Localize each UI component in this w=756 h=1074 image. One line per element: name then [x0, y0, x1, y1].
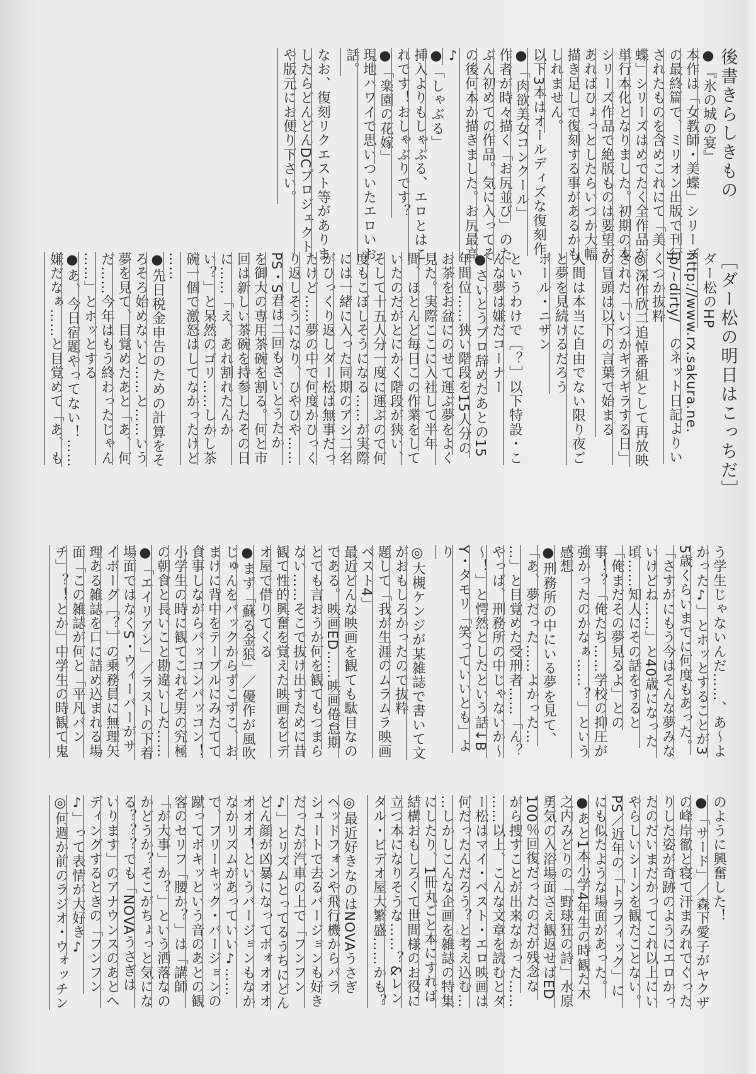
- column-text: 以下3本はオールディズな復刻作: [527, 48, 546, 256]
- column-text: 立つ本になりそうな……？&レン: [384, 795, 403, 1005]
- column-text: んな夢は嫌だコーナー: [486, 252, 505, 394]
- column-text: に……「え、あれ割れたんか: [214, 252, 233, 437]
- column-text: る？？？でも「NOVAうさぎは: [117, 795, 136, 992]
- column-text: い？」と呆然のゴリ……しかし茶: [197, 252, 216, 465]
- column-text: 事！？「俺たち……学校の抑圧が: [588, 545, 607, 758]
- column-text: なかリズムがあっていい♪……: [219, 795, 238, 996]
- column-text: 面「この雑誌が何と「平凡パン: [66, 545, 85, 744]
- continued-text-upper: [51, 545, 726, 795]
- column-text: 話。: [340, 48, 359, 76]
- column-text: オオオ！というバージョンもなか: [236, 795, 255, 1008]
- column-text: 「あ、夢だった……よかった…: [520, 545, 539, 744]
- column-text: 客のセリフ「腰か？」は「講師: [168, 795, 187, 994]
- column-text: う学生じゃないんだ……、あ～よ: [707, 545, 726, 758]
- afterword-section: [279, 48, 738, 261]
- column-text: がら捜すことが出来なかった……: [503, 795, 522, 1008]
- column-text: チ」？！とか」中学生の時観て鬼: [49, 545, 68, 758]
- column-text: ♪」とリズムとってるうちにどん: [270, 795, 289, 1010]
- column-text: 結構おもしろくて世間様のお役に: [401, 795, 420, 1008]
- column-text: Y・タモリ「笑っていいとも」よ: [452, 545, 471, 753]
- column-text: したらどんどんDCプロジェクト: [294, 48, 313, 254]
- column-text: 感想: [554, 545, 573, 573]
- column-text: お茶をお盆にのせて運ぶ夢をよく: [435, 252, 454, 465]
- section-title: [716, 48, 738, 200]
- column-text: 蝶」シリーズはめでたく全作品が: [629, 48, 648, 261]
- column-text: 作者が時々描く「お尻並び」のた: [493, 48, 512, 261]
- text-column: [699, 48, 716, 164]
- text-column: [340, 795, 357, 994]
- column-text: 夢を見て、目覚めたあと「あ、何: [112, 252, 131, 465]
- column-text: かった♪」とホッとすることが3: [690, 545, 709, 755]
- column-text: ◎大槻ケンジが某雑誌で書いて文: [406, 545, 425, 760]
- column-text: と夢を見続けるだろう: [549, 252, 568, 394]
- column-text: 「が大事」か？」という洒落なの: [151, 795, 170, 1008]
- column-text: まけに背中をテーブルにみたてて: [202, 545, 221, 758]
- column-text: 之内みどりの「野球狂の詩」水原: [554, 795, 573, 1008]
- column-text: たけど……夢の中で何度かひっく: [299, 252, 318, 465]
- column-text: りした姿が奇跡のようにエロかっ: [656, 795, 675, 1008]
- column-text: ◎最近好きなのはNOVAうさぎ: [338, 795, 357, 994]
- column-text: ヘッドフォンや飛行機からパラ: [321, 795, 340, 994]
- column-text: がひっくり返しダー松は無事だっ: [316, 252, 335, 465]
- column-text: ●まず「蘇る金狼」／優作が風吹: [236, 545, 255, 760]
- column-text: ……以上、こんな文章を読むとダ: [486, 795, 505, 1008]
- column-text: の後何本か描きました。お尻最高: [459, 48, 478, 261]
- column-text: やらしいシーンを観たことない。: [622, 795, 641, 1008]
- column-text: だ……今年はもう終わったじゃん: [95, 252, 114, 465]
- text-column: [539, 545, 556, 746]
- column-text: 食事しながらパッコンパッコン！: [185, 545, 204, 758]
- column-text: いたのだがとにかく階段が狭い、: [384, 252, 403, 465]
- column-text: の峰岸徹と寝て汗まみれでぐった: [673, 795, 692, 1008]
- column-text: 場面ではなくS・ウィーバーがサ: [117, 545, 136, 753]
- text-column: [709, 545, 726, 758]
- column-text: にしたり、1冊丸ごと本にすれば: [418, 795, 437, 1003]
- text-column: [568, 252, 585, 465]
- column-text: ●さいとうプロ辞めたあとの15: [469, 252, 488, 458]
- column-text: 描き足しで復刻する事があるかも: [561, 48, 580, 261]
- column-text: 見た。実際ここに入社して半年: [418, 252, 437, 451]
- column-text: シリーズ作品で絶版ものは要望が: [595, 48, 614, 261]
- column-text: jp/~dirty/ のネット日記よりい: [663, 252, 682, 464]
- column-text: というわけで［？］以下特設・こ: [503, 252, 522, 465]
- column-text: 小学生の時に観てこれぞ男の究極: [168, 545, 187, 758]
- column-text: ディングするときの「フンフン: [83, 795, 102, 994]
- column-text: や版元にお便り下さい。: [277, 48, 296, 204]
- column-text: しれません。: [544, 48, 563, 133]
- column-text: ぶん初めての作品。気に入ってそ: [476, 48, 495, 261]
- column-text: ……」とホッとする: [78, 252, 97, 380]
- column-text: 「さすがにもう今はそんな夢みな: [656, 545, 675, 758]
- column-text: を御大の専用茶碗を割る。何と市: [248, 252, 267, 465]
- column-text: ……: [163, 252, 182, 280]
- column-text: とでも言おうか何を観てもつまら: [304, 545, 323, 758]
- column-text: ◎深作欣二追悼番組として再放映: [629, 252, 648, 467]
- column-text: 何だったんだろう？と考え込む…: [452, 795, 471, 1008]
- column-text: 100％回復だったのだが残念な: [520, 795, 539, 993]
- column-text: がおもしろかったので抜粋: [389, 545, 408, 715]
- column-text: 強かったのかなぁ……？」という: [571, 545, 590, 758]
- column-text: ◎何週か前のラジオ・ウォッチン: [49, 795, 68, 1010]
- column-text: ♪」って表情が大好き♪: [66, 795, 85, 956]
- column-text: 度もこぼしそうになる……が実際: [350, 252, 369, 465]
- column-text: 単行本化となりました。初期の本: [612, 48, 631, 261]
- column-text: かどうか？そこがちょっと気にな: [134, 795, 153, 1008]
- column-text: ろそろ始めないと……と……いう: [129, 252, 148, 465]
- column-text: 最近どんな映画を観ても駄目なの: [338, 545, 357, 758]
- column-text: のように興奮した！: [707, 795, 726, 923]
- column-text: された「いつかギラギラする日」: [612, 252, 631, 465]
- column-text: 蹴ってボキッという音のあとの観: [185, 795, 204, 1008]
- column-text: 現地ハワイで思いついたエロいお: [357, 48, 376, 261]
- column-text: PS／近年の「トラフィック」に: [605, 795, 624, 998]
- column-text: ダー松のHP: [697, 252, 716, 328]
- column-text: り返しそうになり、ひやひや……: [282, 252, 301, 465]
- column-text: イボーグ［？］の乗務員に無理矢: [100, 545, 119, 758]
- section-title-text: ［ダー松の明日はこっちだ］: [717, 252, 737, 499]
- section-title: [716, 252, 738, 499]
- column-text: 碗一個で激怒はしてなかったけど: [180, 252, 199, 465]
- darmatsu-diary-section: [46, 252, 738, 502]
- column-text: 「俺まだその夢見るよ」との: [605, 545, 624, 730]
- column-text: 理ある雑誌を口に詰め込まれる場: [83, 545, 102, 758]
- column-text: ●「サード」／森下愛子がヤクザ: [690, 795, 709, 1010]
- column-text: タル・ビデオ屋大繁盛……かも？: [367, 795, 386, 1008]
- column-text: されたものを含めこれにて「美: [646, 48, 665, 247]
- column-text: ～！」と愕然としたという話↓B: [469, 545, 488, 752]
- column-text: で、フリーキック・バージョンの: [202, 795, 221, 1008]
- column-text: の最終篇で、ミリオン出版で刊行: [663, 48, 682, 261]
- column-text: いけどね……」と40歳になった: [639, 545, 658, 748]
- column-text: ●刑務所の中にいる夢を見て、: [537, 545, 556, 746]
- attribution-text: ポール・ニザン: [535, 252, 551, 352]
- column-text: じゅんをバックからずこずこ、お: [219, 545, 238, 758]
- column-text: ●「エイリアン」／ラストの下着: [134, 545, 153, 760]
- text-column: [148, 252, 165, 467]
- column-text: いります」のアナウンスのあとへ: [100, 795, 119, 1008]
- text-column: [709, 795, 726, 923]
- column-text: 題して「我が生涯のムラムラ映画: [372, 545, 391, 758]
- column-text: れです！おしゃぶりです？: [391, 48, 410, 218]
- column-text: 観て性的興奮を覚えた映画をビデ: [270, 545, 289, 758]
- column-text: やっぱ、刑務所の中じゃないか～: [486, 545, 505, 758]
- text-column: [313, 48, 330, 261]
- column-text: たのだいまだかってこれ以上にい: [639, 795, 658, 1008]
- column-text: には一緒に入った同期のアシ二名: [333, 252, 352, 465]
- column-text: 嫌だなぁ……と目覚めて「あ、も: [44, 252, 63, 465]
- column-text: どん顔が凶暴になってボォオオオ: [253, 795, 272, 1008]
- column-text: の朝食と長いこと勘違いした……: [151, 545, 170, 758]
- column-text: り: [435, 545, 454, 559]
- column-text: ●「楽園の花嫁」: [374, 48, 393, 164]
- column-text: 年間位……狭い階段を15人分の: [452, 252, 471, 455]
- column-text: の冒頭は以下の言葉で始まる: [595, 252, 614, 437]
- column-text: ない……そこで抜け出すために昔: [287, 545, 306, 758]
- column-text: シュートで去るバージョンも好き: [304, 795, 323, 1008]
- column-text: 5歳くらいまでに何度もあった。: [673, 545, 692, 753]
- column-text: にも似たような場面があった。: [588, 795, 607, 994]
- column-text: 挿入よりもしゃぶる、エロとはこ: [408, 48, 427, 261]
- text-column: [408, 545, 425, 760]
- column-text: …」と目覚めた受刑者……「ん？: [503, 545, 522, 758]
- column-text: 勇気の入浴場面さえ観返せばED: [537, 795, 556, 1000]
- section-title-text: 後書きらしきもの: [717, 48, 737, 200]
- text-column: [699, 252, 716, 328]
- column-text: ベスト4」: [355, 545, 374, 611]
- column-text: ●あと1本小学4年生の時観た木: [571, 795, 590, 1001]
- column-text: だったが汽車の上で「フンフン: [287, 795, 306, 994]
- column-text: ♪: [442, 48, 461, 65]
- column-text: …しかしこんな企画を雑誌の特集: [435, 795, 454, 1008]
- column-text: 回は新しい茶碗を持参したその日: [231, 252, 250, 465]
- column-text: ●先日税金申告のための計算をそ: [146, 252, 165, 467]
- column-text: そして十五人分一度に運ぶので何: [367, 252, 386, 465]
- column-text: ●「肉欲美女コンクール」: [510, 48, 529, 221]
- column-text: なお、復刻リクエスト等がありま: [311, 48, 330, 261]
- column-text: ●「しゃぶる」: [425, 48, 444, 150]
- column-text: くつか抜粋: [646, 252, 665, 323]
- text-column: [505, 252, 522, 465]
- column-text: http://www.rx.sakura.ne.: [680, 252, 699, 433]
- column-text: 頃……知人にその話をすると: [622, 545, 641, 730]
- column-text: ●あ、今日宿題やってない！……: [61, 252, 80, 467]
- column-text: あればひょっとしたらいつか大幅: [578, 48, 597, 261]
- column-text: である。映画ED……映画倦怠期: [321, 545, 340, 750]
- column-text: オ屋で借りてくる: [253, 545, 272, 659]
- column-text: ー松はマイ・ベスト・エロ映画は: [469, 795, 488, 1008]
- column-text: 間、ほとんど毎日この作業をして: [401, 252, 420, 465]
- column-text: 人間は本当に自由でない限り夜ご: [566, 252, 585, 465]
- column-text: PS・S君は二回もさいとうたか: [265, 252, 284, 450]
- column-text: 本作は「女教師・美蝶」シリーズ: [680, 48, 699, 261]
- column-text: ●『氷の城の宴』: [697, 48, 716, 164]
- continued-text-lower: [51, 795, 726, 1045]
